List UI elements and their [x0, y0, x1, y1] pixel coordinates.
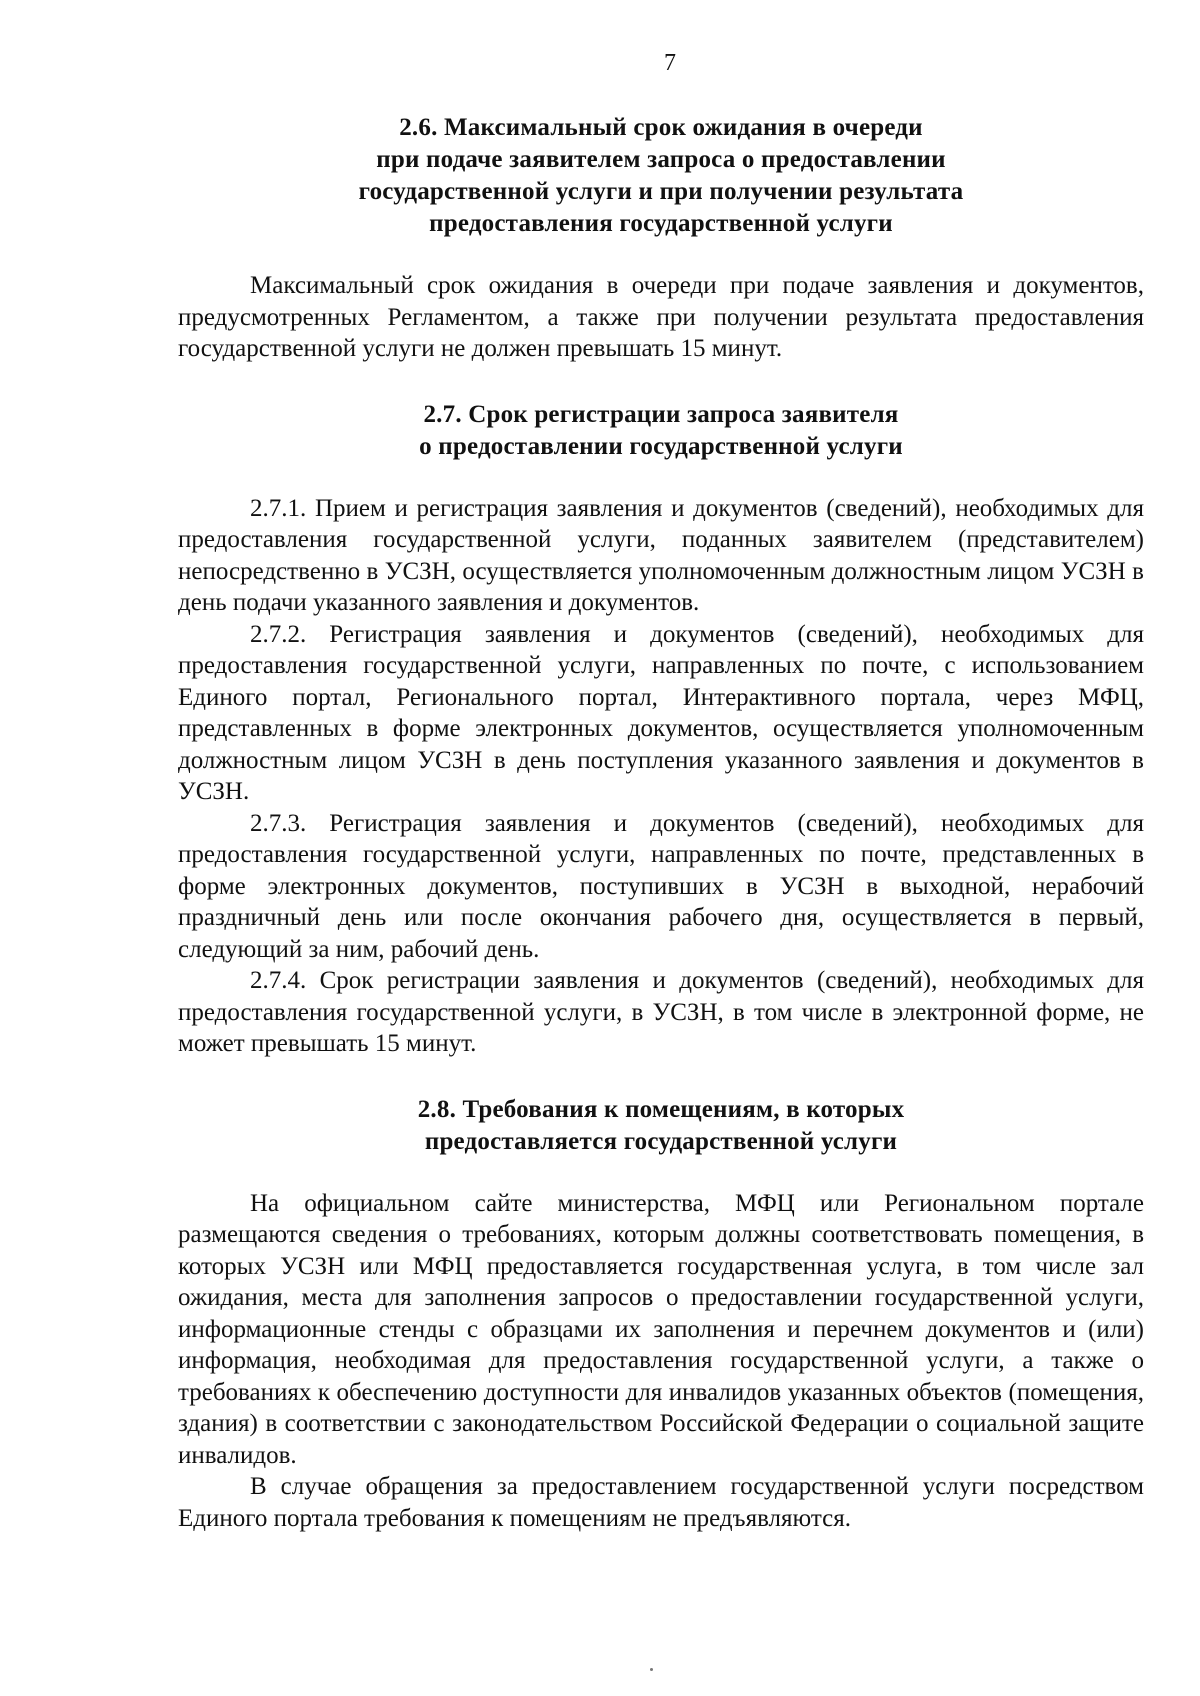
scan-speck [650, 1668, 653, 1671]
section-heading [178, 112, 1144, 240]
heading-line: при подаче заявителем запроса о предоставлении [376, 146, 946, 173]
section-2-7 [178, 399, 1144, 1060]
paragraph: В случае обращения за предоставлением государственной услуги посредством Единого портала требования к помещениям не предъявляются. [178, 1473, 1144, 1532]
heading-line: 2.6. Максимальный срок ожидания в очереди [399, 114, 923, 141]
paragraph: Максимальный срок ожидания в очереди при подаче заявления и документов, предусмотренных Регламентом, а также при получении результата предоставления государственной услуги не должен превышать 15 минут. [178, 272, 1144, 362]
page-number: 7 [664, 50, 676, 76]
heading-line: государственной услуги и при получении результата [358, 178, 964, 205]
heading-line: предоставления государственной услуги [429, 210, 893, 237]
document-body [178, 112, 1144, 1534]
paragraph-2-7-1: 2.7.1. Прием и регистрация заявления и документов (сведений), необходимых для предоставления государственной услуги, поданных заявителем (представителем) непосредственно в УСЗН, осуществляется уполномоченным должностным лицом УСЗН в день подачи указанного заявления и документов. [178, 494, 1144, 616]
section-2-8 [178, 1094, 1144, 1535]
paragraph-2-7-3: 2.7.3. Регистрация заявления и документов (сведений), необходимых для предоставления государственной услуги, направленных по почте, представленных в форме электронных документов, поступивших в УСЗН в выходной, нерабочий праздничный день или после окончания рабочего дня, осуществляется в первый, следующий за ним, рабочий день. [178, 809, 1144, 963]
heading-line: о предоставлении государственной услуги [419, 432, 903, 460]
section-2-6 [178, 112, 1144, 365]
section-heading [178, 1094, 1144, 1158]
paragraph-2-7-4: 2.7.4. Срок регистрации заявления и документов (сведений), необходимых для предоставления государственной услуги, в УСЗН, в том числе в электронной форме, не может превышать 15 минут. [178, 967, 1144, 1057]
paragraph: На официальном сайте министерства, МФЦ или Региональном портале размещаются сведения о требованиях, которым должны соответствовать помещения, в которых УСЗН или МФЦ предоставляется государственная услуга, в том числе зал ожидания, места для заполнения запросов о предоставлении государственной услуги, информационные стенды с образцами их заполнения и перечнем документов и (или) информация, необходимая для предоставления государственной услуги, а также о требованиях к обеспечению доступности для инвалидов указанных объектов (помещения, здания) в соответствии с законодательством Российской Федерации о социальной защите инвалидов. [178, 1189, 1144, 1469]
heading-line: 2.8. Требования к помещениям, в которых [417, 1095, 905, 1123]
heading-line: предоставляется государственной услуги [424, 1127, 898, 1155]
heading-line: 2.7. Срок регистрации запроса заявителя [423, 400, 899, 428]
section-heading [178, 399, 1144, 463]
paragraph-2-7-2: 2.7.2. Регистрация заявления и документов (сведений), необходимых для предоставления государственной услуги, направленных по почте, с использованием Единого портал, Регионального портал, Интерактивного портала, через МФЦ, представленных в форме электронных документов, осуществляется уполномоченным должностным лицом УСЗН в день поступления указанного заявления и документов в УСЗН. [178, 620, 1144, 805]
